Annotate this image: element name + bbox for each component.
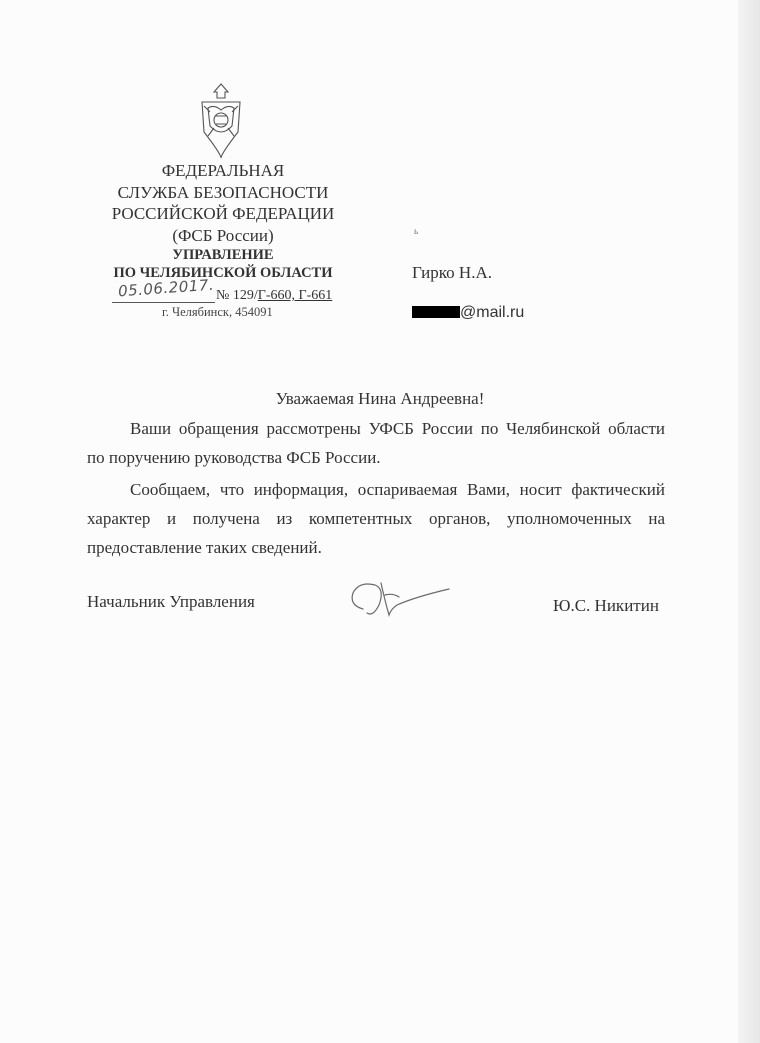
number-refs: Г-660, Г-661 (257, 288, 333, 303)
org-line: СЛУЖБА БЕЗОПАСНОСТИ (117, 182, 329, 202)
dept-line: ПО ЧЕЛЯБИНСКОЙ ОБЛАСТИ (113, 265, 333, 281)
org-line: ФЕДЕРАЛЬНАЯ (161, 161, 285, 180)
page-edge-shadow (738, 0, 760, 1043)
recipient-email (412, 304, 524, 322)
dept-line: УПРАВЛЕНИЕ (172, 247, 274, 263)
number-prefix: № 129/ (216, 288, 258, 303)
date-underline (112, 302, 215, 303)
paragraph-1 (87, 414, 665, 472)
handwritten-date: 05.06.2017. (117, 275, 215, 301)
paragraph-line: Ваши обращения рассмотрены УФСБ России по Челябинской области (130, 419, 665, 438)
recipient-name: Гирко Н.А. (412, 263, 492, 282)
email-domain: @mail.ru (460, 304, 525, 321)
signatory-name: Ю.С. Никитин (553, 596, 659, 615)
signature-scribble (345, 575, 455, 625)
paragraph-line: по поручению руководства ФСБ России. (87, 448, 381, 467)
org-line: РОССИЙСКОЙ ФЕДЕРАЦИИ (111, 204, 335, 223)
city-address: г. Челябинск, 454091 (162, 305, 273, 319)
paragraph-2 (87, 475, 665, 562)
paragraph-line: характер и получена из компетентных органов, уполномоченных на (87, 509, 665, 528)
signatory-title: Начальник Управления (87, 592, 255, 611)
org-name-block (96, 160, 350, 246)
stray-mark: ь (414, 226, 419, 236)
org-line: (ФСБ России) (172, 225, 274, 245)
paragraph-line: Сообщаем, что информация, оспариваемая Вами, носит фактический (130, 480, 665, 499)
department-block (96, 246, 350, 282)
fsb-emblem-icon (192, 80, 250, 160)
greeting: Уважаемая Нина Андреевна! (275, 389, 485, 408)
paragraph-line: предоставление таких сведений. (87, 538, 322, 557)
redaction-bar (412, 306, 460, 318)
registration-number (216, 288, 332, 304)
